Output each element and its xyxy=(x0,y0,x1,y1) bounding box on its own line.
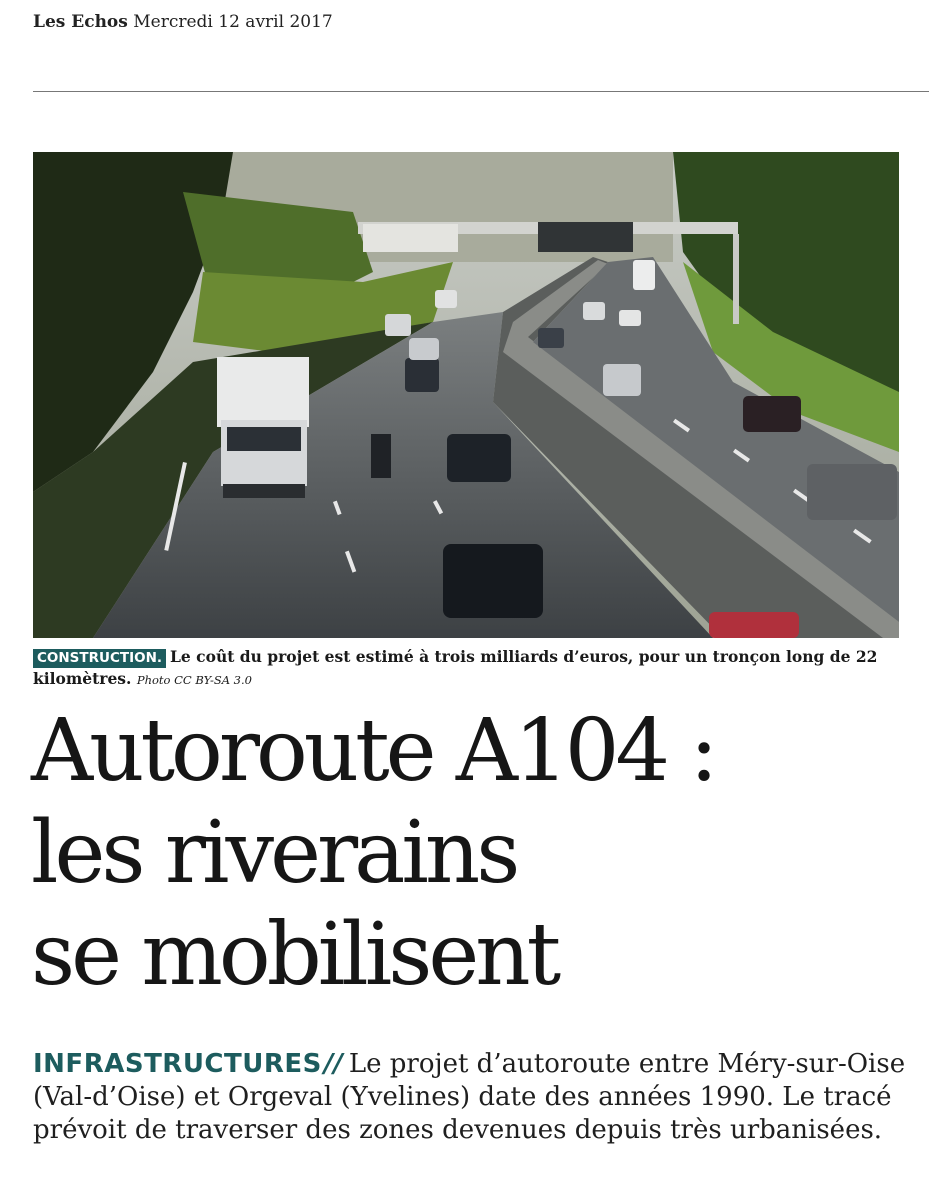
section-kicker: INFRASTRUCTURES xyxy=(33,1049,322,1079)
publication-name: Les Echos xyxy=(33,12,128,32)
headline-line-3: se mobilisent xyxy=(31,905,558,1005)
publication-date: Mercredi 12 avril 2017 xyxy=(133,12,333,32)
header-divider xyxy=(33,91,929,92)
highway-photo xyxy=(33,152,899,638)
article-headline xyxy=(31,700,911,1006)
caption-tag: CONSTRUCTION. xyxy=(33,649,166,668)
photo-credit: Photo CC BY-SA 3.0 xyxy=(136,673,252,687)
headline-line-1: Autoroute A104 : xyxy=(31,701,715,801)
lead-text: Le projet d’autoroute entre Méry-sur-Oise (Val-d’Oise) et Orgeval (Yvelines) date des années 1990. Le tracé prévoit de traverser des zones devenues depuis très urbanisées. xyxy=(33,1049,906,1145)
kicker-separator: // xyxy=(323,1049,343,1079)
headline-line-2: les riverains xyxy=(31,803,517,903)
page-header xyxy=(33,12,333,32)
photo-caption xyxy=(33,646,899,691)
caption-text: Le coût du projet est estimé à trois milliards d’euros, pour un tronçon long de 22 kilomètres. xyxy=(33,647,878,688)
article-lead xyxy=(33,1048,913,1147)
